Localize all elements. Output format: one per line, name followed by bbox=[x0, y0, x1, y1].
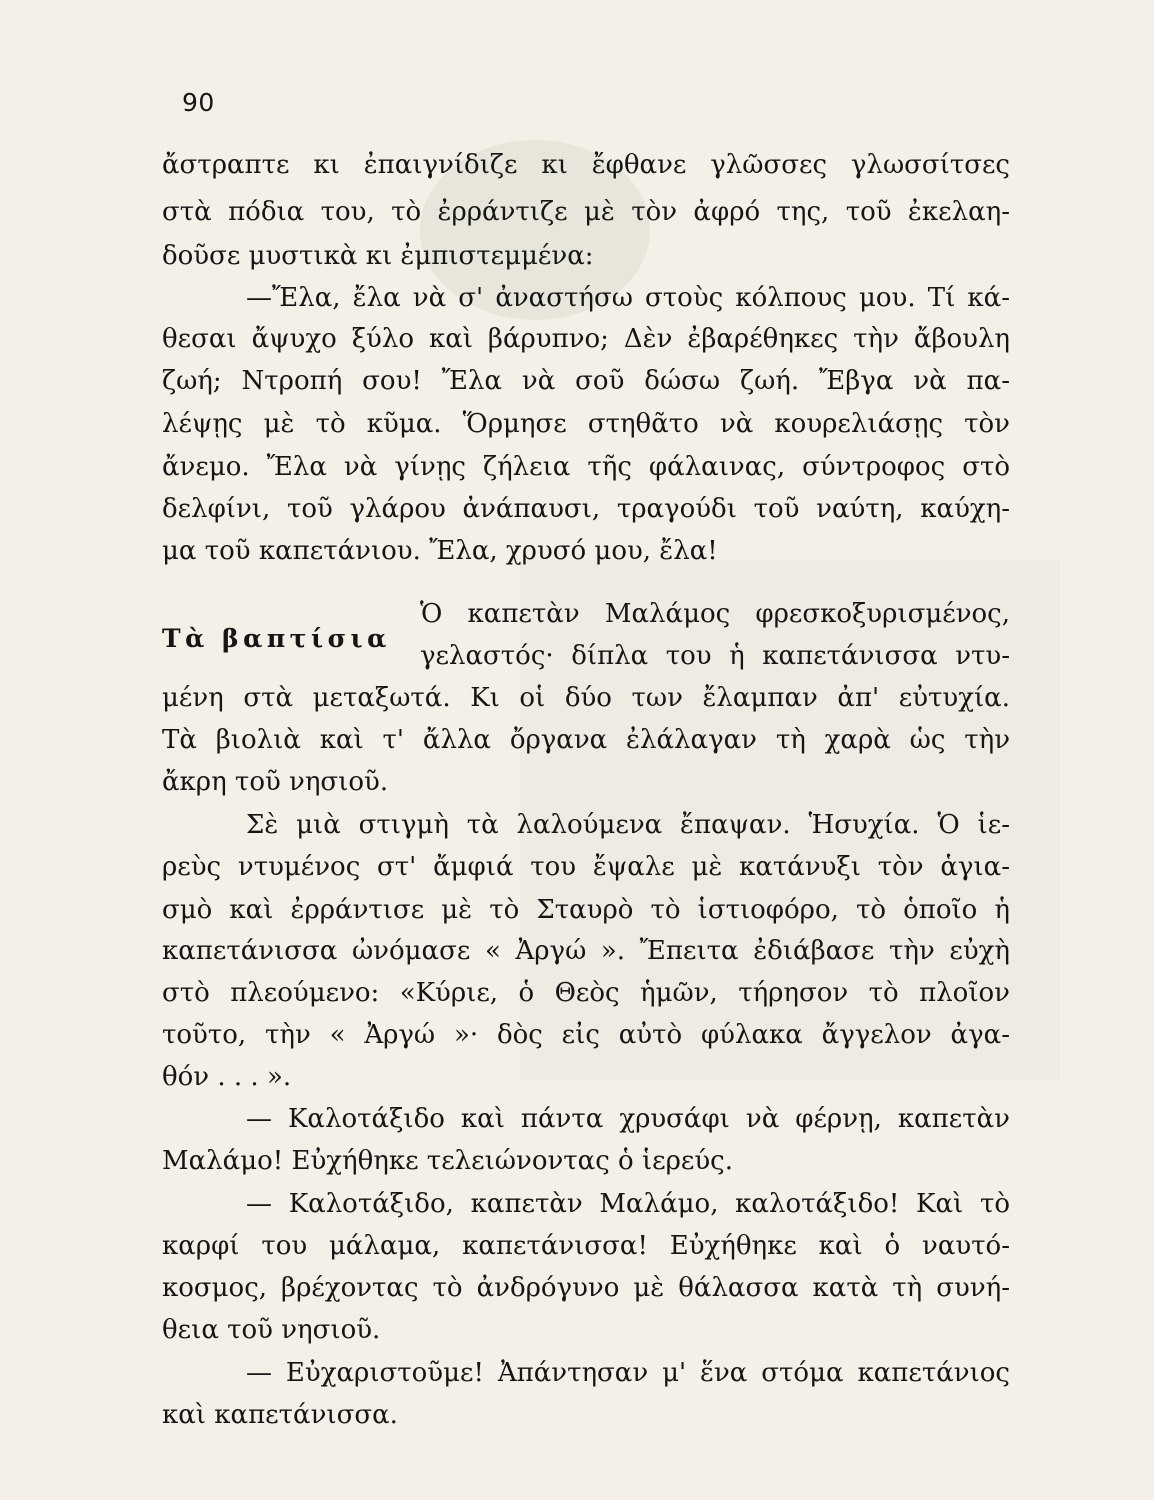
text-line-16: Σὲ μιὰ στιγμὴ τὰ λαλούμενα ἔπαψαν. Ἡσυχία. Ὁ ἱε- bbox=[246, 810, 1010, 840]
text-line-27: κοσμος, βρέχοντας τὸ ἀνδρόγυνο μὲ θάλασσα κατὰ τὴ συνή- bbox=[162, 1273, 1010, 1303]
text-line-17: ρεὺς ντυμένος στ' ἄμφιά του ἔψαλε μὲ κατάνυξι τὸν ἁγια- bbox=[162, 852, 1010, 882]
text-line-5: θεσαι ἄψυχο ξύλο καὶ βάρυπνο; Δὲν ἐβαρέθηκες τὴν ἄβουλη bbox=[162, 324, 1010, 354]
text-line-12: γελαστός· δίπλα του ἡ καπετάνισσα ντυ- bbox=[420, 641, 1010, 671]
text-line-28: θεια τοῦ νησιοῦ. bbox=[162, 1315, 381, 1345]
text-line-23: — Καλοτάξιδο καὶ πάντα χρυσάφι νὰ φέρνῃ, καπετὰν bbox=[246, 1104, 1010, 1134]
text-line-30: καὶ καπετάνισσα. bbox=[162, 1400, 398, 1430]
text-line-2: στὰ πόδια του, τὸ ἐρράντιζε μὲ τὸν ἀφρό της, τοῦ ἐκελαη- bbox=[162, 197, 1010, 227]
text-line-24: Μαλάμο! Εὐχήθηκε τελειώνοντας ὁ ἱερεύς. bbox=[162, 1146, 734, 1176]
text-line-26: καρφί του μάλαμα, καπετάνισσα! Εὐχήθηκε καὶ ὁ ναυτό- bbox=[162, 1231, 1010, 1261]
text-line-21: τοῦτο, τὴν « Ἀργώ »· δὸς εἰς αὐτὸ φύλακα ἄγγελον ἀγα- bbox=[162, 1020, 1010, 1050]
text-line-22: θόν . . . ». bbox=[162, 1062, 292, 1092]
text-line-4: —Ἔλα, ἔλα νὰ σ' ἀναστήσω στοὺς κόλπους μου. Τί κά- bbox=[246, 283, 1010, 313]
text-line-11: Ὁ καπετὰν Μαλάμος φρεσκοξυρισμένος, bbox=[420, 599, 1010, 629]
text-line-7: λέψῃς μὲ τὸ κῦμα. Ὅρμησε στηθᾶτο νὰ κουρελιάσῃς τὸν bbox=[162, 409, 1010, 439]
text-line-18: σμὸ καὶ ἐρράντισε μὲ τὸ Σταυρὸ τὸ ἱστιοφόρο, τὸ ὁποῖο ἡ bbox=[162, 895, 1010, 925]
text-line-25: — Καλοτάξιδο, καπετὰν Μαλάμο, καλοτάξιδο! Καὶ τὸ bbox=[246, 1189, 1010, 1219]
page-number: 90 bbox=[182, 88, 215, 117]
text-line-20: στὸ πλεούμενο: «Κύριε, ὁ Θεὸς ἡμῶν, τήρησον τὸ πλοῖον bbox=[162, 978, 1010, 1008]
text-line-13: μένη στὰ μεταξωτά. Κι οἱ δύο των ἔλαμπαν ἀπ' εὐτυχία. bbox=[162, 683, 1010, 713]
text-line-9: δελφίνι, τοῦ γλάρου ἀνάπαυσι, τραγούδι τοῦ ναύτη, καύχη- bbox=[162, 494, 1010, 524]
text-line-10: μα τοῦ καπετάνιου. Ἔλα, χρυσό μου, ἔλα! bbox=[162, 536, 718, 566]
text-line-15: ἄκρη τοῦ νησιοῦ. bbox=[162, 767, 389, 797]
text-line-3: δοῦσε μυστικὰ κι ἐμπιστεμμένα: bbox=[162, 241, 594, 271]
text-line-29: — Εὐχαριστοῦμε! Ἀπάντησαν μ' ἕνα στόμα καπετάνιος bbox=[246, 1358, 1010, 1388]
text-line-14: Τὰ βιολιὰ καὶ τ' ἄλλα ὄργανα ἐλάλαγαν τὴ χαρὰ ὡς τὴν bbox=[162, 725, 1010, 755]
text-line-19: καπετάνισσα ὠνόμασε « Ἀργώ ». Ἔπειτα ἐδιάβασε τὴν εὐχὴ bbox=[162, 936, 1010, 966]
text-line-6: ζωή; Ντροπή σου! Ἔλα νὰ σοῦ δώσω ζωή. Ἔβγα νὰ πα- bbox=[162, 366, 1010, 396]
side-heading: Τὰ βαπτίσια bbox=[162, 624, 391, 653]
text-line-1: ἄστραπτε κι ἐπαιγνίδιζε κι ἔφθανε γλῶσσες γλωσσίτσες bbox=[162, 150, 1010, 180]
text-line-8: ἄνεμο. Ἔλα νὰ γίνῃς ζήλεια τῆς φάλαινας, σύντροφος στὸ bbox=[162, 452, 1010, 482]
